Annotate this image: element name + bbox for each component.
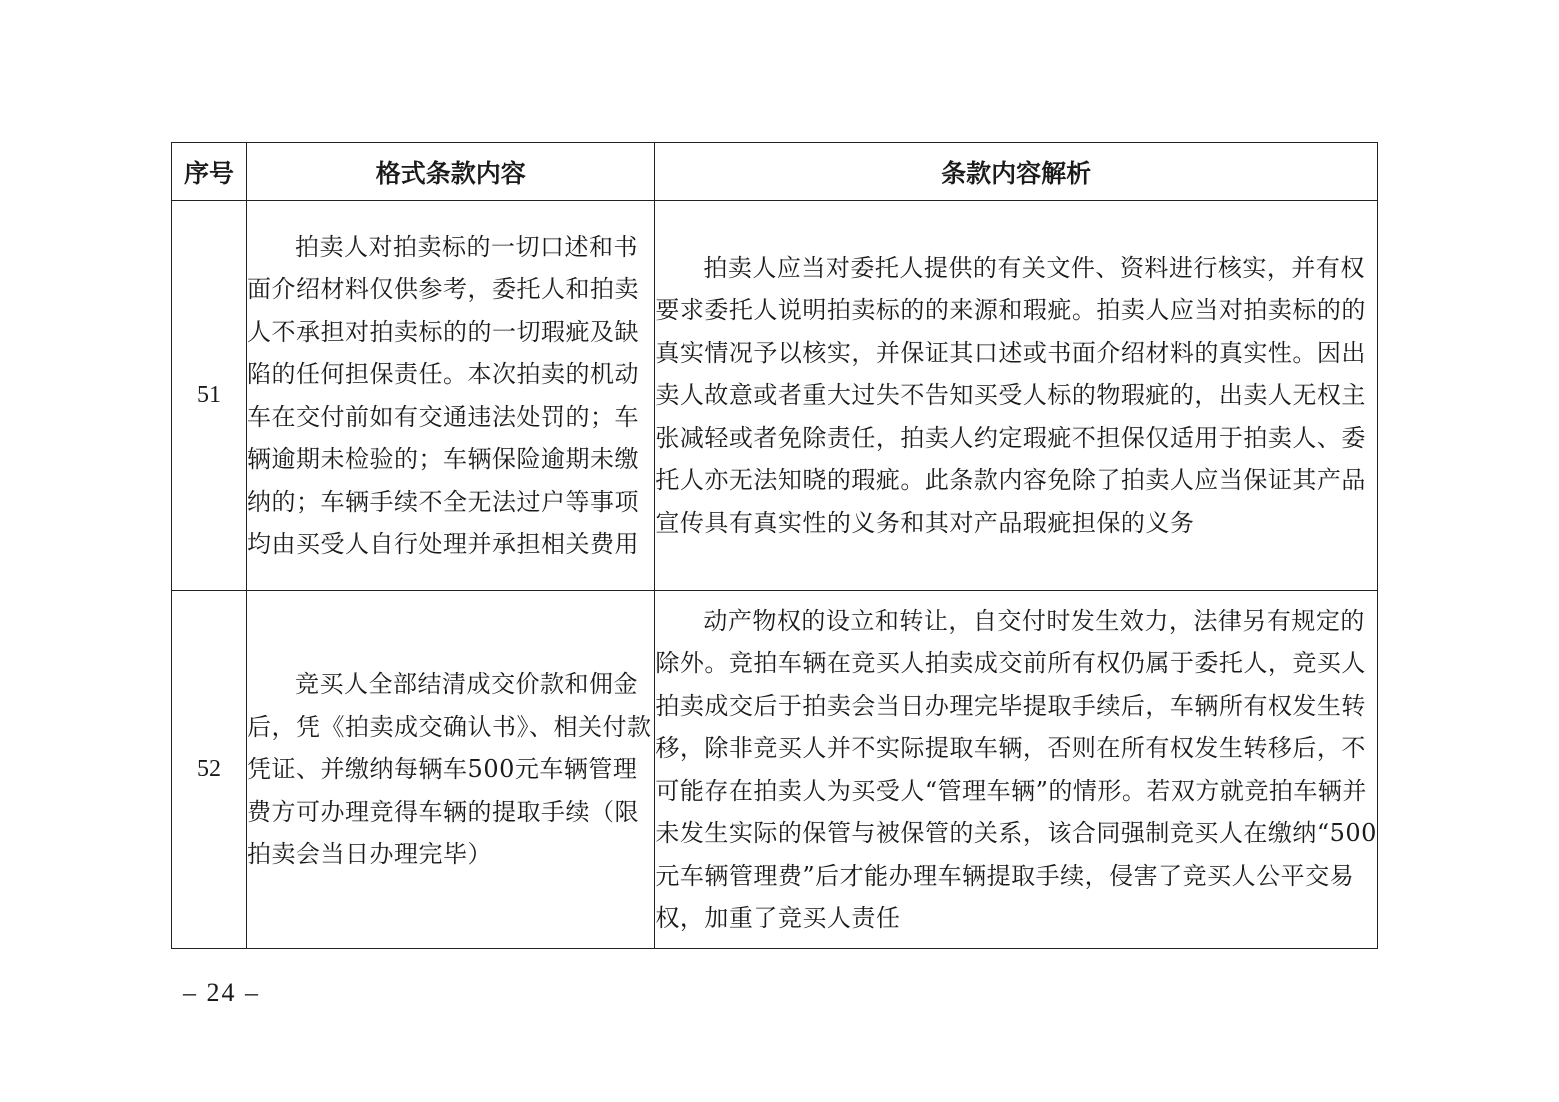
row-analysis-cell: [655, 591, 1378, 949]
header-clause: 格式条款内容: [247, 143, 655, 201]
table-body: [172, 201, 1378, 949]
row-clause-text: 拍卖人对拍卖标的一切口述和书面介绍材料仅供参考，委托人和拍卖人不承担对拍卖标的的一切瑕疵及缺陷的任何担保责任。本次拍卖的机动车在交付前如有交通违法处罚的；车辆逾期未检验的；车辆保险逾期未缴纳的；车辆手续不全无法过户等事项均由买受人自行处理并承担相关费用: [247, 232, 640, 558]
table-row: [172, 591, 1378, 949]
table-row: [172, 201, 1378, 591]
row-clause-cell: [247, 201, 655, 591]
header-analysis: 条款内容解析: [655, 143, 1378, 201]
clause-analysis-table: [171, 142, 1378, 949]
header-row: [172, 143, 1378, 201]
row-clause-text: 竞买人全部结清成交价款和佣金后，凭《拍卖成交确认书》、相关付款凭证、并缴纳每辆车500元车辆管理费方可办理竞得车辆的提取手续（限拍卖会当日办理完毕）: [247, 670, 652, 869]
header-index: 序号: [172, 143, 247, 201]
row-index: 51: [172, 201, 247, 591]
row-analysis-text: 拍卖人应当对委托人提供的有关文件、资料进行核实，并有权要求委托人说明拍卖标的的来源和瑕疵。拍卖人应当对拍卖标的的真实情况予以核实，并保证其口述或书面介绍材料的真实性。因出卖人故意或者重大过失不告知买受人标的物瑕疵的，出卖人无权主张减轻或者免除责任，拍卖人约定瑕疵不担保仅适用于拍卖人、委托人亦无法知晓的瑕疵。此条款内容免除了拍卖人应当保证其产品宣传具有真实性的义务和其对产品瑕疵担保的义务: [655, 253, 1366, 537]
row-clause-cell: [247, 591, 655, 949]
row-index: 52: [172, 591, 247, 949]
row-analysis-text: 动产物权的设立和转让，自交付时发生效力，法律另有规定的除外。竞拍车辆在竞买人拍卖成交前所有权仍属于委托人，竞买人拍卖成交后于拍卖会当日办理完毕提取手续后，车辆所有权发生转移，除非竞买人并不实际提取车辆，否则在所有权发生转移后，不可能存在拍卖人为买受人“管理车辆”的情形。若双方就竞拍车辆并未发生实际的保管与被保管的关系，该合同强制竞买人在缴纳“500元车辆管理费”后才能办理车辆提取手续，侵害了竞买人公平交易权，加重了竞买人责任: [655, 606, 1377, 932]
table-header: [172, 143, 1378, 201]
row-analysis-cell: [655, 201, 1378, 591]
page-number: – 24 –: [183, 978, 260, 1007]
